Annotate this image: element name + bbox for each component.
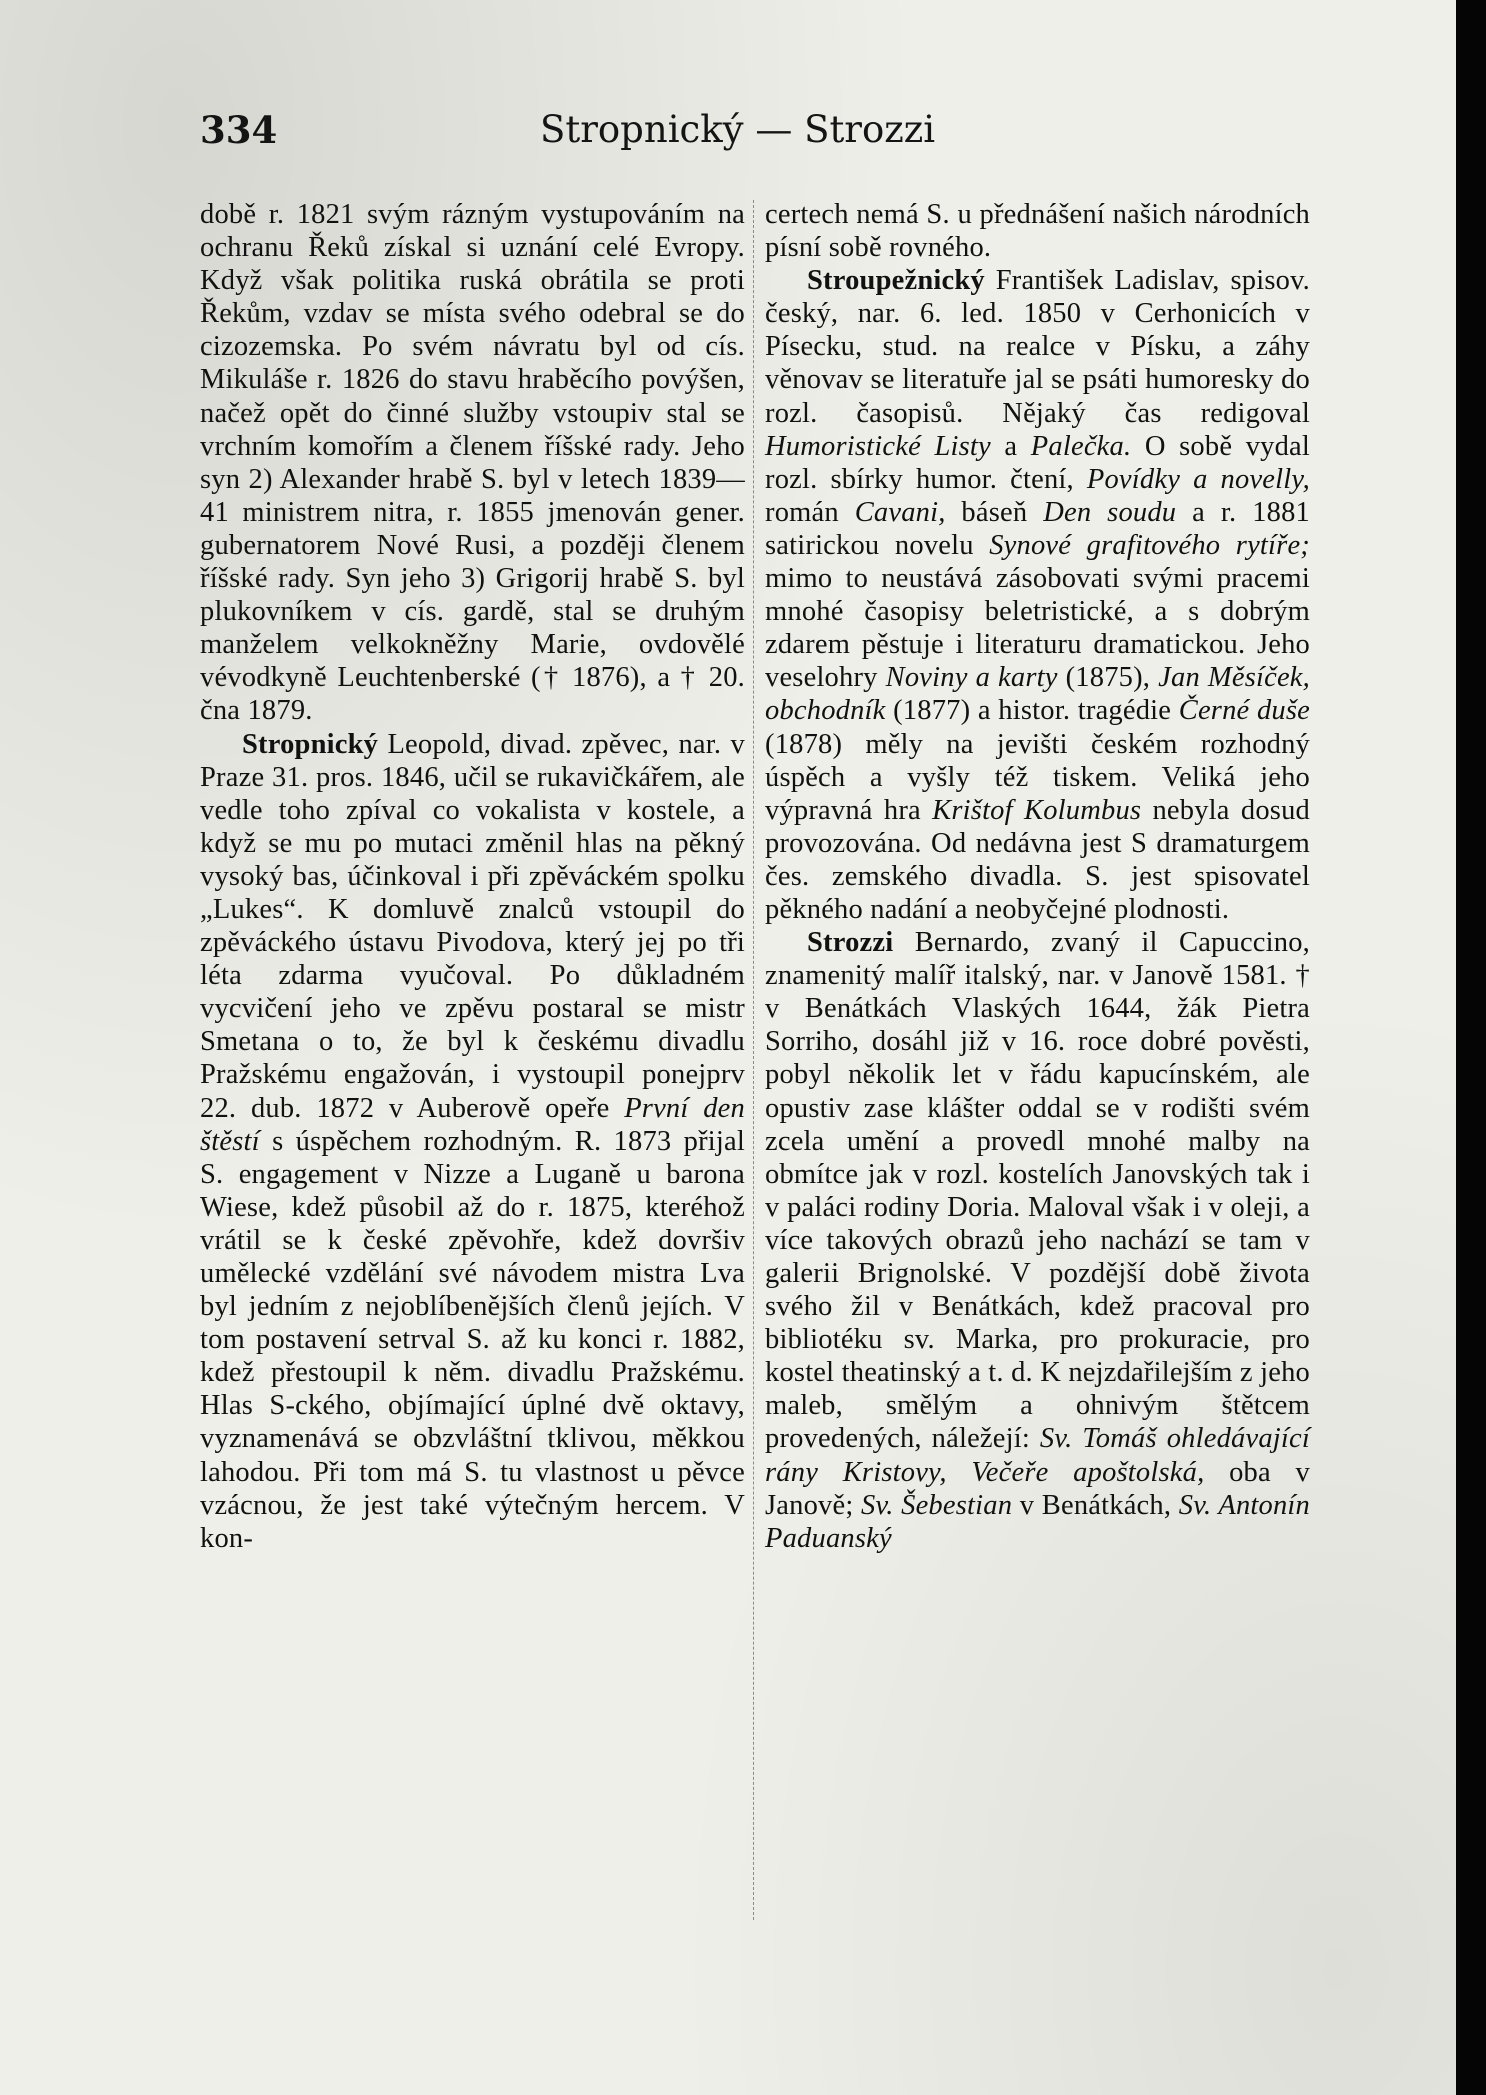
entry-continuation-paragraph: certech nemá S. u přednášení našich národních písní sobě rovného. xyxy=(765,199,1310,264)
entry-headword: Stropnický xyxy=(242,728,379,760)
opera-title: První den štěstí xyxy=(200,1092,745,1157)
running-title: Stropnický — Strozzi xyxy=(540,108,936,151)
work-title: Den soudu xyxy=(1043,496,1177,528)
page-header xyxy=(200,108,1320,168)
column-divider xyxy=(753,200,754,1920)
entry-stroupeznicky: Stroupežnický František Ladislav, spisov. český, nar. 6. led. 1850 v Cerhonicích v Písecku, stud. na realce v Písku, a záhy věnovav se literatuře jal se psáti humoresky do rozl. časopisů. Nějaký čas redigoval Humoristické Listy a Palečka. O sobě vydal rozl. sbírky humor. čtení, Povídky a novelly, román Cavani, báseň Den soudu a r. 1881 satirickou novelu Synové grafitového rytíře; mimo to neustává zásobovati svými pracemi mnohé časopisy beletristické, a s dobrým zdarem pěstuje i literaturu dramatickou. Jeho veselohry Noviny a karty (1875), Jan Měsíček, obchodník (1877) a histor. tragédie Černé duše (1878) měly na jevišti českém rozhodný úspěch a vyšly též tiskem. Veliká jeho výpravná hra Krištof Kolumbus nebyla dosud provozována. Od nedávna jest S dramaturgem čes. zemského divadla. S. jest spisovatel pěkného nadání a neobyčejné plodnosti. xyxy=(765,265,1311,925)
artwork-title: Sv. Šebestian xyxy=(861,1489,1013,1521)
entry-headword: Stroupežnický xyxy=(807,265,985,297)
left-column xyxy=(200,198,745,1555)
right-column xyxy=(765,198,1310,1555)
entry-strozzi: Strozzi Bernardo, zvaný il Capuccino, znamenitý malíř italský, nar. v Janově 1581. † v Benátkách Vlaských 1644, žák Pietra Sorriho, dosáhl již v 16. roce dobré pověsti, pobyl několik let v řádu kapucínském, ale opustiv zase klášter oddal se v rodišti svém zcela umění a provedl mnohé malby na obmítce jak v rozl. kostelích Janovských tak i v paláci rodiny Doria. Maloval však i v oleji, a více takových obrazů jeho nachází se tam v galerii Brignolské. V pozdější době života svého žil v Benátkách, kdež pracoval pro bibliotéku sv. Marka, pro prokuracie, pro kostel theatinský a t. d. K nejzdařilejším z jeho maleb, smělým a ohnivým štětcem provedených, náležejí: Sv. Tomáš ohledávající rány Kristovy, Večeře apoštolská, oba v Janově; Sv. Šebestian v Benátkách, Sv. Antonín Paduanský xyxy=(765,927,1310,1554)
entry-stropnicky: Stropnický Leopold, divad. zpěvec, nar. v Praze 31. pros. 1846, učil se rukavičkářem, ale vedle toho zpíval co vokalista v kostele, a když se mu po mutaci změnil hlas na pěkný vysoký bas, účinkoval i při zpěváckém spolku „Lukes“. K domluvě znalců vstoupil do zpěváckého ústavu Pivodova, který jej po tři léta zdarma vyučoval. Po důkladném vycvičení jeho ve zpěvu postaral se mistr Smetana o to, že byl k českému divadlu Pražskému engažován, i vystoupil ponejprv 22. dub. 1872 v Auberově opeře První den štěstí s úspěchem rozhodným. R. 1873 přijal S. engagement v Nizze a Luganě u barona Wiese, kdež působil až do r. 1875, kteréhož vrátil se k české zpěvohře, kdež dovršiv umělecké vzdělání své návodem mistra Lva byl jedním z nejoblíbenějších členů jejích. V tom postavení setrval S. až ku konci r. 1882, kdež přestoupil k něm. divadlu Pražskému. Hlas S-ckého, objímající úplné dvě oktavy, vyznamenává se obzvláštní tklivou, měkkou lahodou. Při tom má S. tu vlastnost u pěvce vzácnou, že jest také výtečným hercem. V kon- xyxy=(200,728,745,1554)
entry-continuation-paragraph: době r. 1821 svým rázným vystupováním na ochranu Řeků získal si uznání celé Evropy. Když však politika ruská obrátila se proti Řekům, vzdav se místa svého odebral se do cizozemska. Po svém návratu byl od cís. Mikuláše r. 1826 do stavu hraběcího povýšen, načež opět do činné služby vstoupiv stal se vrchním komořím a členem říšské rady. Jeho syn 2) Alexander hrabě S. byl v letech 1839—41 ministrem nitra, r. 1855 jmenován gener. gubernatorem Nové Rusi, a později členem říšské rady. Syn jeho 3) Grigorij hrabě S. byl plukovníkem v cís. gardě, stal se druhým manželem velkokněžny Marie, ovdovělé vévodkyně Leuchtenberské († 1876), a † 20. čna 1879. xyxy=(200,199,745,727)
artwork-title: Sv. Antonín Paduanský xyxy=(765,1489,1310,1554)
work-title: Cavani, xyxy=(854,496,946,528)
work-title: Humoristické Listy xyxy=(765,430,991,462)
artwork-title: Sv. Tomáš ohledávající rány Kristovy, Večeře apoštolská, xyxy=(765,1423,1310,1488)
work-title: Noviny a karty xyxy=(885,662,1058,694)
page-number: 334 xyxy=(200,108,278,152)
work-title: Povídky a novelly, xyxy=(1086,463,1310,495)
entry-headword: Strozzi xyxy=(807,927,894,959)
work-title: Palečka. xyxy=(1030,430,1132,462)
work-title: Krištof Kolumbus xyxy=(932,794,1142,826)
work-title: Černé duše xyxy=(1178,695,1311,727)
work-title: Synové grafitového rytíře; xyxy=(989,529,1310,561)
page-edge-shadow xyxy=(1456,0,1486,2095)
work-title: Jan Měsíček, obchodník xyxy=(765,662,1310,727)
